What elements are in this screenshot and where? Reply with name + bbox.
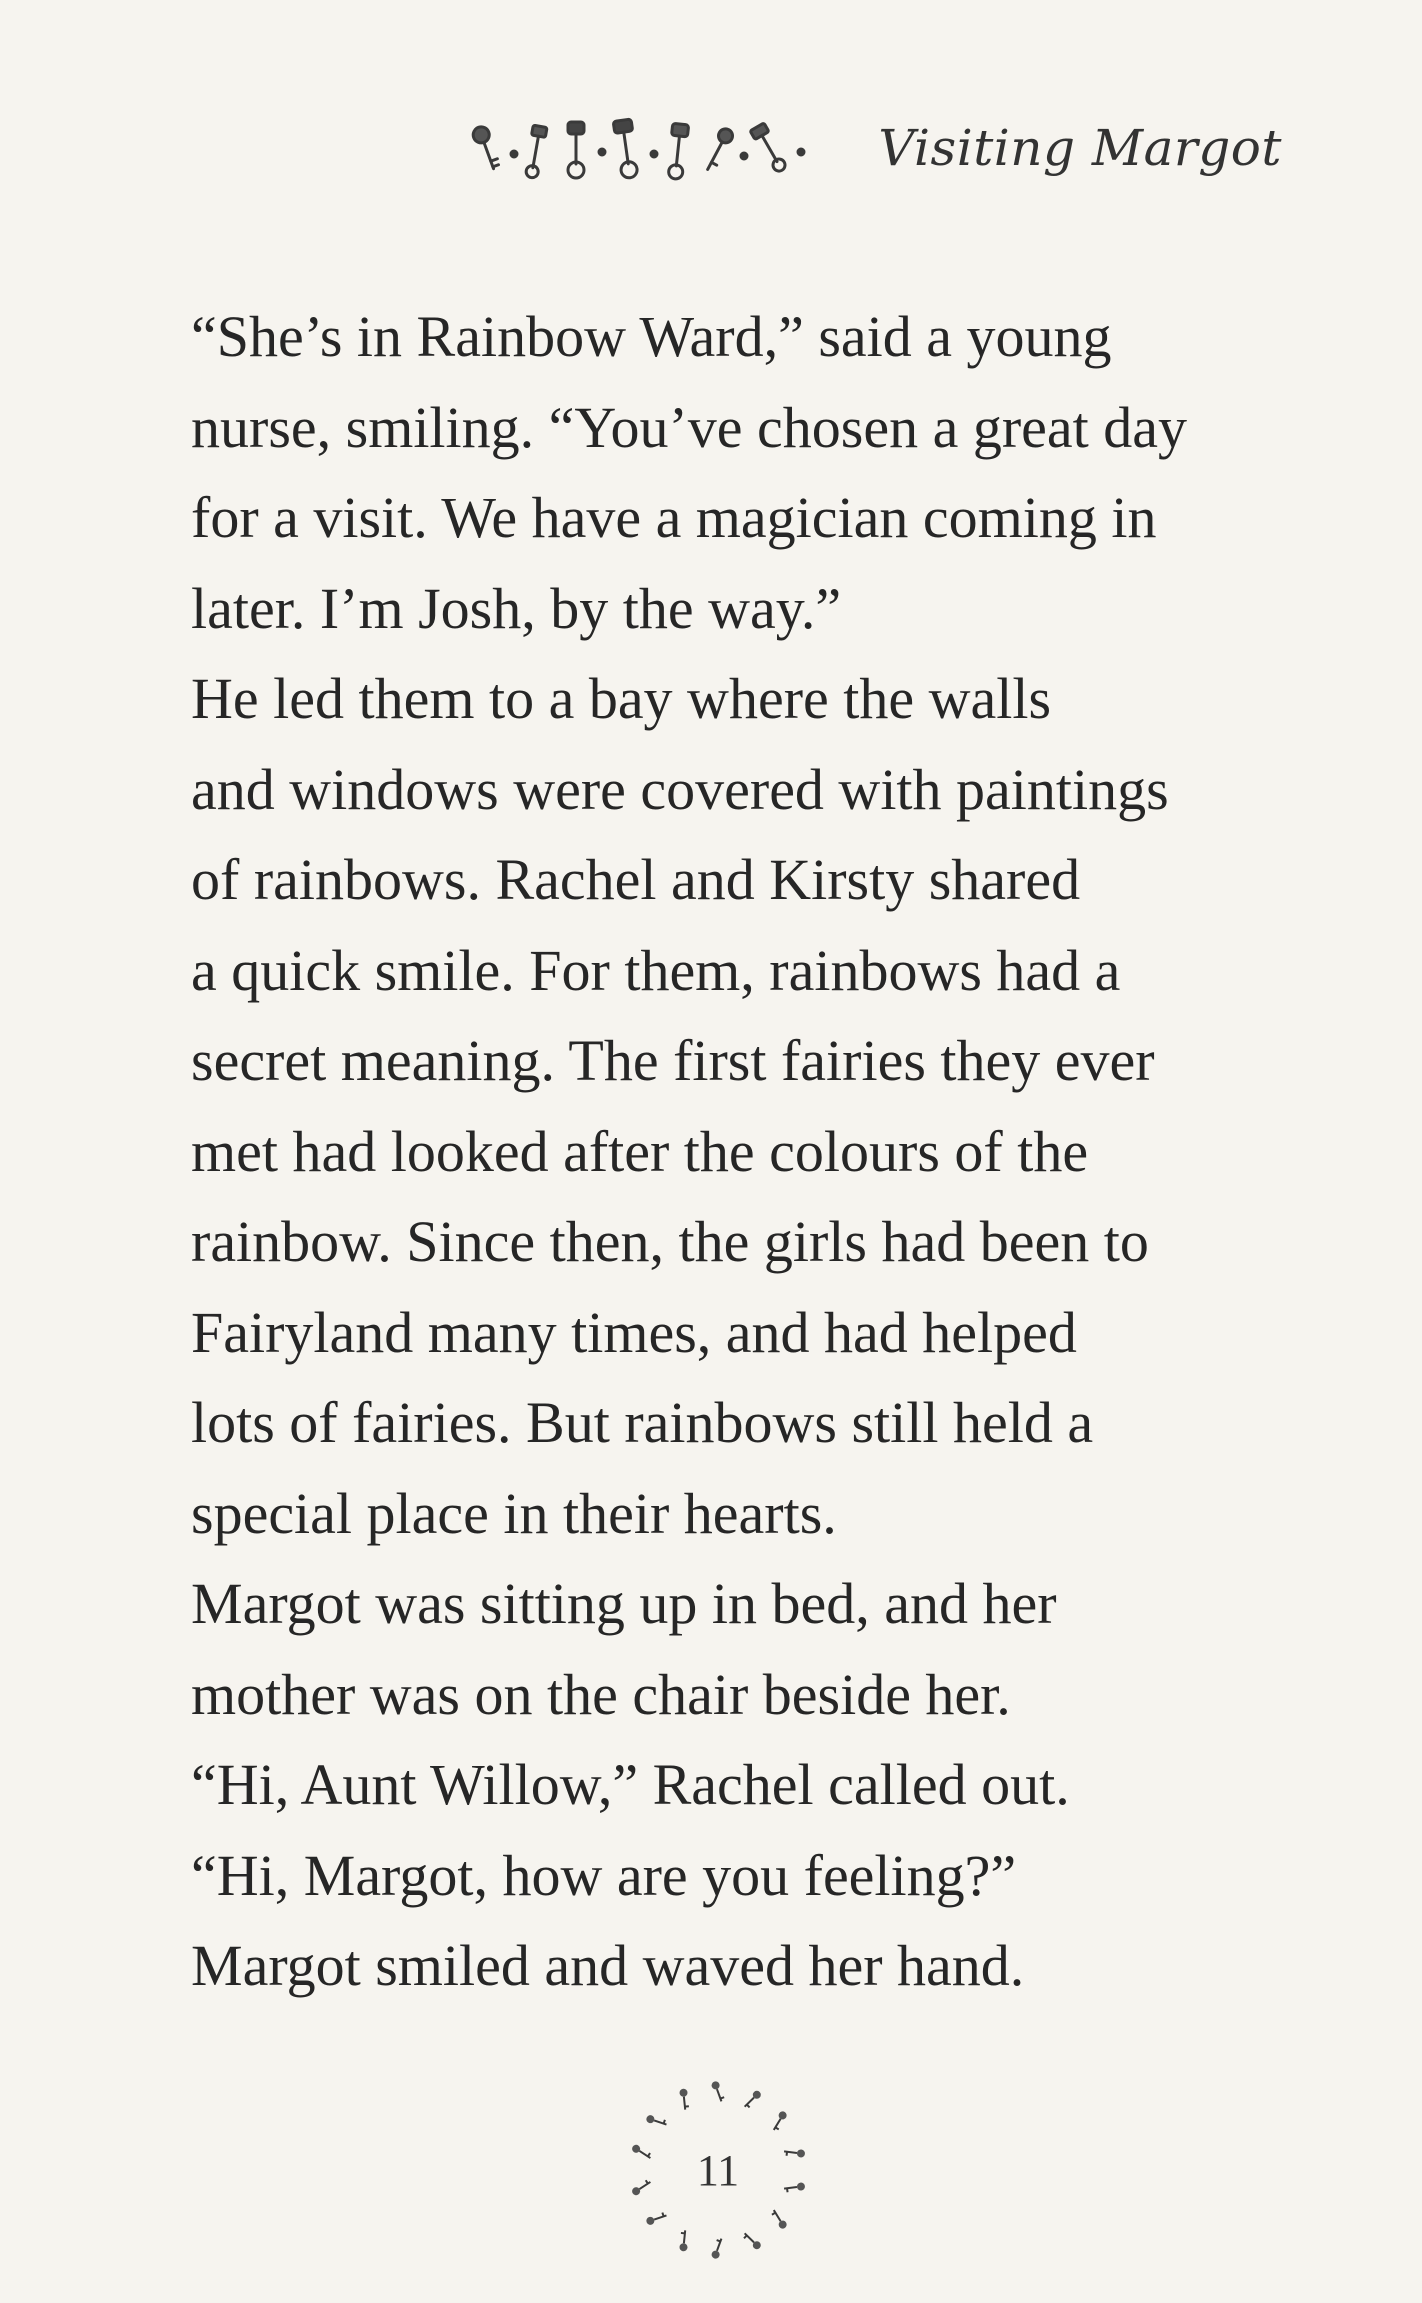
text-line: rainbow. Since then, the girls had been to [191, 1209, 1149, 1274]
text-line: a quick smile. For them, rainbows had a [191, 937, 1121, 1003]
text-line: met had looked after the colours of the [191, 1118, 1089, 1184]
page-folio [618, 2070, 818, 2270]
text-line: lots of fairies. But rainbows still held a [191, 1390, 1094, 1455]
body-text [145, 292, 1305, 2012]
text-line: “She’s in Rainbow Ward,” said a young [191, 304, 1112, 369]
text-line: for a visit. We have a magician coming in [191, 485, 1157, 550]
text-line: Margot was sitting up in bed, and her [191, 1571, 1057, 1636]
chapter-title: Visiting Margot [878, 119, 1282, 177]
text-line: He led them to a bay where the walls [191, 666, 1052, 731]
paragraph [145, 654, 1305, 1559]
text-line: and windows were covered with paintings [191, 756, 1169, 822]
paragraph [145, 292, 1305, 654]
paragraph [145, 1559, 1305, 1740]
text-line: Margot smiled and waved her hand. [191, 1933, 1025, 1998]
text-line: nurse, smiling. “You’ve chosen a great day [191, 394, 1187, 460]
paragraph [145, 1921, 1305, 2012]
text-line: later. I’m Josh, by the way.” [191, 575, 842, 641]
text-line: Fairyland many times, and had helped [191, 1299, 1077, 1365]
text-line: secret meaning. The first fairies they ever [191, 1028, 1155, 1093]
text-line: of rainbows. Rachel and Kirsty shared [191, 847, 1081, 912]
text-line: mother was on the chair beside her. [191, 1661, 1011, 1727]
keys-ornament-icon [456, 108, 856, 188]
page-number: 11 [696, 2145, 740, 2195]
paragraph [145, 1740, 1305, 1921]
running-header [456, 108, 1282, 188]
text-line: special place in their hearts. [191, 1480, 837, 1546]
text-line: “Hi, Margot, how are you feeling?” [191, 1842, 1017, 1908]
text-line: “Hi, Aunt Willow,” Rachel called out. [191, 1752, 1070, 1817]
